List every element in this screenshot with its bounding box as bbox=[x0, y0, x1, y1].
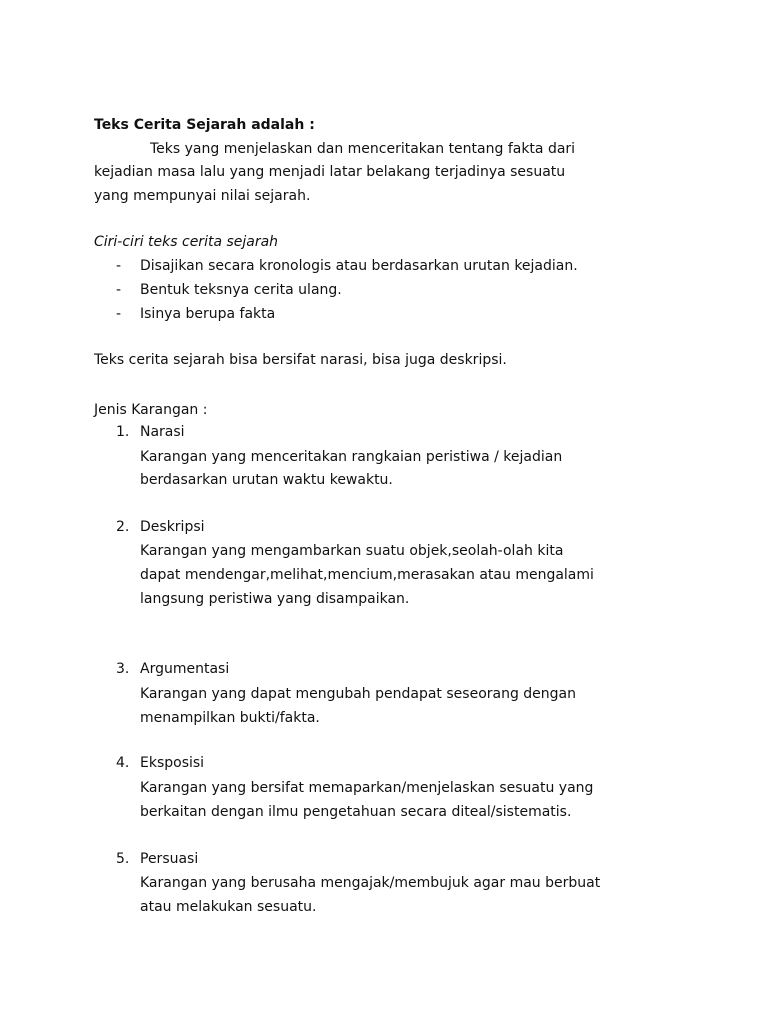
item-number: 2. bbox=[116, 519, 130, 535]
item-description: menampilkan bukti/fakta. bbox=[140, 710, 320, 726]
item-name: Narasi bbox=[140, 424, 185, 440]
bullet-dash: - bbox=[116, 282, 122, 298]
document-title: Teks Cerita Sejarah adalah : bbox=[94, 117, 315, 133]
jenis-heading: Jenis Karangan : bbox=[94, 402, 208, 418]
ciri-item: Disajikan secara kronologis atau berdasarkan urutan kejadian. bbox=[140, 258, 578, 274]
definition-line: yang mempunyai nilai sejarah. bbox=[94, 188, 311, 204]
definition-line: Teks yang menjelaskan dan menceritakan tentang fakta dari bbox=[150, 141, 576, 157]
ciri-item: Bentuk teksnya cerita ulang. bbox=[140, 282, 342, 298]
item-number: 4. bbox=[116, 755, 130, 771]
ciri-item: Isinya berupa fakta bbox=[140, 306, 276, 322]
item-description: berdasarkan urutan waktu kewaktu. bbox=[140, 472, 393, 488]
definition-line: kejadian masa lalu yang menjadi latar belakang terjadinya sesuatu bbox=[94, 164, 566, 180]
item-description: Karangan yang bersifat memaparkan/menjelaskan sesuatu yang bbox=[140, 780, 594, 796]
item-name: Eksposisi bbox=[140, 755, 205, 771]
item-description: Karangan yang dapat mengubah pendapat seseorang dengan bbox=[140, 686, 577, 702]
item-name: Argumentasi bbox=[140, 661, 230, 677]
item-description: atau melakukan sesuatu. bbox=[140, 899, 317, 915]
bullet-dash: - bbox=[116, 306, 122, 322]
item-number: 5. bbox=[116, 851, 130, 867]
statement: Teks cerita sejarah bisa bersifat narasi, bisa juga deskripsi. bbox=[94, 352, 507, 368]
item-name: Persuasi bbox=[140, 851, 199, 867]
item-name: Deskripsi bbox=[140, 519, 205, 535]
item-description: Karangan yang menceritakan rangkaian peristiwa / kejadian bbox=[140, 449, 563, 465]
item-description: Karangan yang mengambarkan suatu objek,seolah-olah kita bbox=[140, 543, 564, 559]
item-description: dapat mendengar,melihat,mencium,merasakan atau mengalami bbox=[140, 567, 594, 583]
item-number: 1. bbox=[116, 424, 130, 440]
item-description: berkaitan dengan ilmu pengetahuan secara diteal/sistematis. bbox=[140, 804, 572, 820]
item-description: Karangan yang berusaha mengajak/membujuk agar mau berbuat bbox=[140, 875, 601, 891]
item-description: langsung peristiwa yang disampaikan. bbox=[140, 591, 410, 607]
bullet-dash: - bbox=[116, 258, 122, 274]
item-number: 3. bbox=[116, 661, 130, 677]
ciri-heading: Ciri-ciri teks cerita sejarah bbox=[94, 234, 279, 250]
